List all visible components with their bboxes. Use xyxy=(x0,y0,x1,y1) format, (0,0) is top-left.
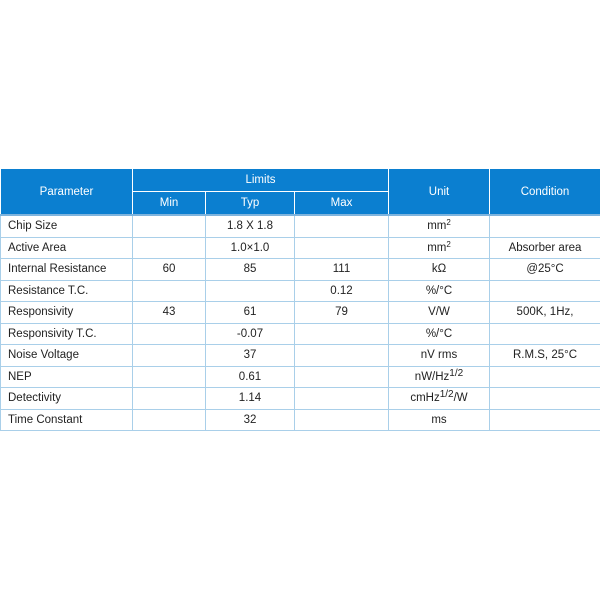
cell-typ: 85 xyxy=(206,259,295,281)
cell-condition xyxy=(490,366,600,388)
unit-text: nW/Hz xyxy=(414,370,450,383)
cell-min xyxy=(133,215,206,237)
cell-unit xyxy=(389,366,490,388)
unit-text: %/°C xyxy=(425,284,453,297)
unit-superscript: 2 xyxy=(446,218,451,228)
cell-unit xyxy=(389,409,490,431)
cell-max xyxy=(295,409,389,431)
cell-condition xyxy=(490,215,600,237)
cell-max: 0.12 xyxy=(295,280,389,302)
header-condition: Condition xyxy=(490,169,600,216)
unit-text: %/°C xyxy=(425,327,453,340)
unit-superscript: 2 xyxy=(446,239,451,249)
table-row xyxy=(1,409,600,431)
cell-min xyxy=(133,280,206,302)
table-row xyxy=(1,345,600,367)
unit-text: V/W xyxy=(428,306,450,319)
cell-parameter: Detectivity xyxy=(1,388,133,410)
unit-tail: /W xyxy=(453,392,468,405)
table-row xyxy=(1,302,600,324)
cell-min xyxy=(133,366,206,388)
unit-text: ms xyxy=(431,413,447,426)
unit-text: mm xyxy=(427,220,447,233)
cell-unit xyxy=(389,215,490,237)
cell-condition: Absorber area xyxy=(490,237,600,259)
table-row xyxy=(1,215,600,237)
cell-max xyxy=(295,366,389,388)
table-row xyxy=(1,280,600,302)
cell-parameter: Responsivity xyxy=(1,302,133,324)
cell-min xyxy=(133,323,206,345)
cell-typ: 32 xyxy=(206,409,295,431)
cell-parameter: Active Area xyxy=(1,237,133,259)
cell-condition: R.M.S, 25°C xyxy=(490,345,600,367)
cell-parameter: NEP xyxy=(1,366,133,388)
cell-typ: 61 xyxy=(206,302,295,324)
cell-unit xyxy=(389,302,490,324)
header-max: Max xyxy=(295,192,389,216)
cell-min xyxy=(133,409,206,431)
cell-min xyxy=(133,237,206,259)
cell-parameter: Noise Voltage xyxy=(1,345,133,367)
cell-parameter: Internal Resistance xyxy=(1,259,133,281)
unit-superscript: 1/2 xyxy=(449,367,464,379)
cell-condition xyxy=(490,323,600,345)
table-row xyxy=(1,323,600,345)
cell-condition: 500K, 1Hz, xyxy=(490,302,600,324)
cell-max xyxy=(295,345,389,367)
cell-typ: 0.61 xyxy=(206,366,295,388)
table-header xyxy=(1,169,600,216)
cell-max xyxy=(295,388,389,410)
header-parameter: Parameter xyxy=(1,169,133,216)
table-body xyxy=(1,215,600,431)
spec-table xyxy=(0,168,600,431)
unit-text: cmHz xyxy=(410,392,440,405)
cell-condition xyxy=(490,409,600,431)
table-row xyxy=(1,237,600,259)
table-row xyxy=(1,388,600,410)
cell-typ: 1.0×1.0 xyxy=(206,237,295,259)
cell-condition xyxy=(490,280,600,302)
cell-min: 60 xyxy=(133,259,206,281)
cell-max: 79 xyxy=(295,302,389,324)
cell-min: 43 xyxy=(133,302,206,324)
cell-min xyxy=(133,388,206,410)
cell-parameter: Time Constant xyxy=(1,409,133,431)
cell-condition xyxy=(490,388,600,410)
cell-max xyxy=(295,323,389,345)
cell-max: 111 xyxy=(295,259,389,281)
header-typ: Typ xyxy=(206,192,295,216)
table-row xyxy=(1,259,600,281)
cell-parameter: Resistance T.C. xyxy=(1,280,133,302)
unit-superscript: 1/2 xyxy=(439,389,454,401)
cell-unit xyxy=(389,345,490,367)
cell-typ: 1.8 X 1.8 xyxy=(206,215,295,237)
unit-text: nV rms xyxy=(420,349,458,362)
table-row xyxy=(1,366,600,388)
cell-typ xyxy=(206,280,295,302)
cell-typ: -0.07 xyxy=(206,323,295,345)
cell-parameter: Responsivity T.C. xyxy=(1,323,133,345)
cell-unit xyxy=(389,280,490,302)
cell-parameter: Chip Size xyxy=(1,215,133,237)
header-limits: Limits xyxy=(133,169,389,192)
cell-unit xyxy=(389,323,490,345)
unit-text: kΩ xyxy=(431,263,447,276)
cell-max xyxy=(295,215,389,237)
cell-unit xyxy=(389,388,490,410)
cell-unit xyxy=(389,237,490,259)
cell-typ: 1.14 xyxy=(206,388,295,410)
cell-max xyxy=(295,237,389,259)
cell-min xyxy=(133,345,206,367)
cell-unit xyxy=(389,259,490,281)
header-unit: Unit xyxy=(389,169,490,216)
header-min: Min xyxy=(133,192,206,216)
unit-text: mm xyxy=(427,241,447,254)
cell-condition: @25°C xyxy=(490,259,600,281)
cell-typ: 37 xyxy=(206,345,295,367)
